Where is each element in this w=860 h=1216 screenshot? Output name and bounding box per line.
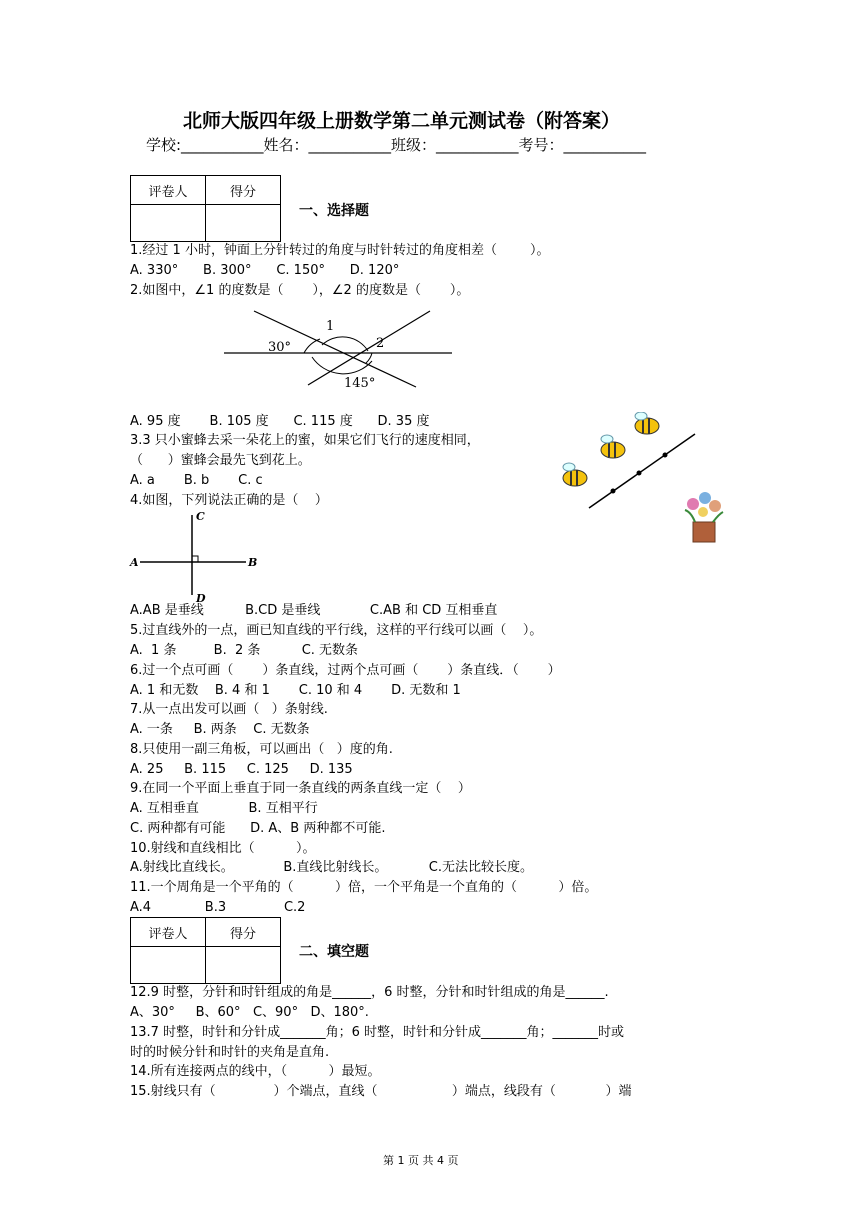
angle-label-145: 145° [344, 376, 376, 391]
bee-icon [563, 463, 587, 486]
grader-cell [131, 947, 206, 984]
question-line: 1.经过 1 小时，钟面上分针转过的角度与时针转过的角度相差（ ）。 [130, 243, 550, 258]
angle-label-1: 1 [326, 319, 335, 334]
question-line: 9.在同一个平面上垂直于同一条直线的两条直线一定（ ） [130, 781, 471, 796]
question-line: 7.从一点出发可以画（ ）条射线. [130, 702, 328, 717]
question-line: A、30° B、60° C、90° D、180°. [130, 1005, 369, 1020]
question-line: 8.只使用一副三角板，可以画出（ ）度的角. [130, 742, 393, 757]
question-line: 5.过直线外的一点，画已知直线的平行线，这样的平行线可以画（ ）。 [130, 623, 543, 638]
score-header: 得分 [206, 918, 281, 947]
page-footer: 第 1 页 共 4 页 [383, 1154, 459, 1167]
question-line: A. 95 度 B. 105 度 C. 115 度 D. 35 度 [130, 414, 430, 429]
point-c-label: C [196, 510, 205, 523]
flower-pot-icon [685, 492, 723, 542]
question-line: 6.过一个点可画（ ）条直线，过两个点可画（ ）条直线．（ ） [130, 663, 561, 678]
question-line: C. 两种都有可能 D. A、B 两种都不可能. [130, 821, 386, 836]
grader-cell [131, 205, 206, 242]
angle-label-30: 30° [268, 340, 292, 355]
question-line: 11.一个周角是一个平角的（ ）倍，一个平角是一个直角的（ ）倍。 [130, 880, 598, 895]
angle-label-2: 2 [376, 336, 385, 351]
grader-table-1 [130, 175, 281, 242]
question-line: A. 一条 B. 两条 C. 无数条 [130, 722, 310, 737]
student-info-line: 学校:___________姓名：___________班级：___________考号：___________ [146, 136, 647, 154]
question-line: 3.3 只小蜜蜂去采一朵花上的蜜，如果它们飞行的速度相同， [130, 433, 480, 448]
question-line: 时的时候分针和时针的夹角是直角. [130, 1045, 330, 1060]
question-line: 4.如图，下列说法正确的是（ ） [130, 493, 328, 508]
question-line: A.4 B.3 C.2 [130, 900, 306, 915]
score-cell [206, 205, 281, 242]
bee-icon [635, 412, 659, 434]
question-line: 2.如图中，∠1 的度数是（ ），∠2 的度数是（ ）。 [130, 283, 470, 298]
question-line: 13.7 时整，时针和分针成_______角；6 时整，时针和分针成_______角；_______时或 [130, 1025, 624, 1040]
question-line: 10.射线和直线相比（ ）。 [130, 841, 316, 856]
angle-figure [220, 305, 460, 395]
section-heading-fill: 二、填空题 [299, 944, 369, 960]
point-a-label: A [130, 556, 139, 569]
bees-and-flower-picture [555, 412, 735, 552]
perpendicular-figure [128, 507, 268, 603]
score-cell [206, 947, 281, 984]
question-line: A.AB 是垂线 B.CD 是垂线 C.AB 和 CD 互相垂直 [130, 603, 498, 618]
question-line: A. a B. b C. c [130, 473, 263, 488]
section-heading-choice: 一、选择题 [299, 203, 369, 219]
question-line: 14.所有连接两点的线中，（ ）最短。 [130, 1064, 381, 1079]
question-line: A. 330° B. 300° C. 150° D. 120° [130, 263, 400, 278]
score-header: 得分 [206, 176, 281, 205]
page-title: 北师大版四年级上册数学第二单元测试卷（附答案） [183, 110, 621, 132]
question-line: 15.射线只有（ ）个端点，直线（ ）端点，线段有（ ）端 [130, 1084, 632, 1099]
question-line: 12.9 时整，分针和时针组成的角是______，6 时整，分针和时针组成的角是______. [130, 985, 609, 1000]
grader-table-2 [130, 917, 281, 984]
bee-icon [601, 435, 625, 458]
question-line: A. 1 和无数 B. 4 和 1 C. 10 和 4 D. 无数和 1 [130, 683, 461, 698]
question-line: A. 1 条 B. 2 条 C. 无数条 [130, 643, 359, 658]
point-b-label: B [248, 556, 258, 569]
question-line: A. 25 B. 115 C. 125 D. 135 [130, 762, 353, 777]
question-line: A.射线比直线长。 B.直线比射线长。 C.无法比较长度。 [130, 860, 533, 875]
question-line: A. 互相垂直 B. 互相平行 [130, 801, 318, 816]
question-line: （ ）蜜蜂会最先飞到花上。 [130, 453, 311, 468]
grader-header: 评卷人 [131, 918, 206, 947]
point-d-label: D [196, 592, 206, 603]
grader-header: 评卷人 [131, 176, 206, 205]
